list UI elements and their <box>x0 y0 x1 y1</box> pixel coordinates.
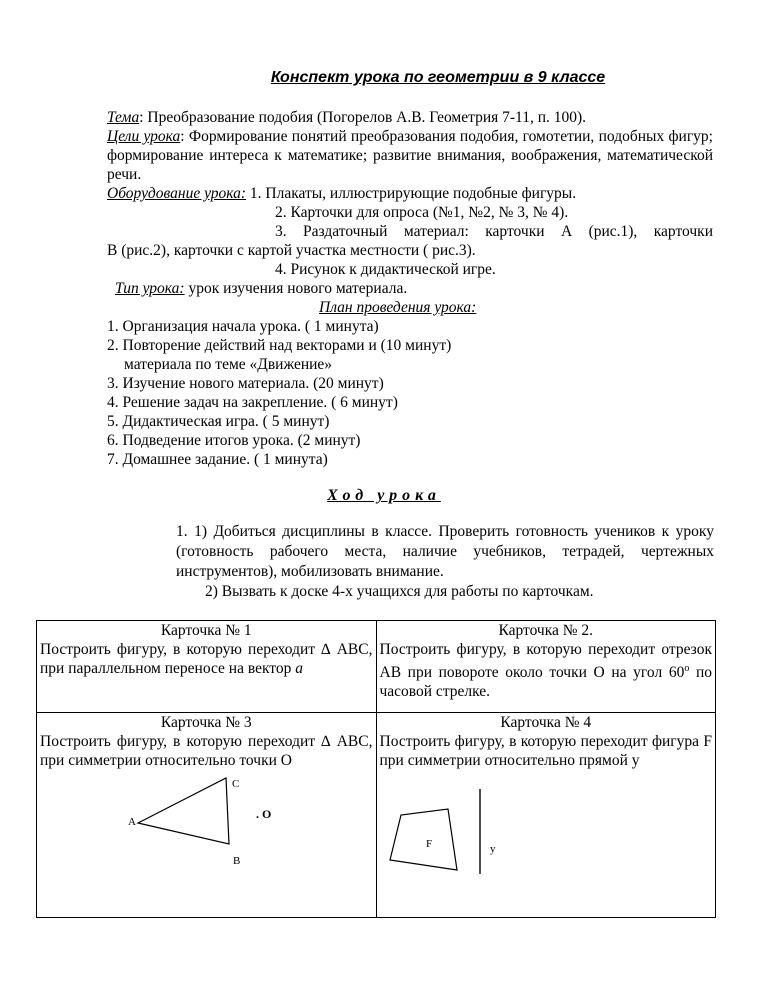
card-2-text <box>380 640 713 701</box>
goals-label: Цели урока <box>107 128 181 145</box>
figure-triangle-abc <box>40 770 370 880</box>
card-2 <box>376 621 716 713</box>
degree-mark: o <box>684 663 690 674</box>
card-3-title: Карточка № 3 <box>160 714 252 731</box>
card-1 <box>37 621 377 713</box>
equipment-item4: 4. Рисунок к дидактической игре. <box>275 261 496 278</box>
goals-paragraph <box>107 127 713 184</box>
plan-item-6: 6. Подведение итогов урока. (2 минут) <box>107 432 361 449</box>
equipment-item1: 1. Плакаты, иллюстрирующие подобные фигуры. <box>246 185 577 202</box>
plan-item-2-cont: материала по теме «Движение» <box>124 356 333 373</box>
equipment-label: Оборудование урока: <box>107 185 247 202</box>
lesson-type-text: урок изучения нового материала. <box>184 280 408 297</box>
lesson-type-line <box>115 279 407 298</box>
label-o: . O <box>256 807 272 821</box>
card-2-body-end: по часовой стрелке. <box>379 664 713 701</box>
equipment-item3b: В (рис.2), карточки с картой участка местности ( рис.3). <box>107 242 476 259</box>
figure-quadrilateral-f <box>380 789 710 899</box>
step-2-line: 2) Вызвать к доске 4-х учащихся для работы по карточкам. <box>205 583 594 600</box>
card-3-text: Построить фигуру, в которую переходит ∆ ABC, при симметрии относительно точки О <box>40 733 373 769</box>
theme-label: Тема <box>107 109 140 126</box>
card-2-title: Карточка № 2. <box>498 622 594 639</box>
goals-text: : Формирование понятий преобразования подобия, гомотетии, подобных фигур; формирование интереса к математике; развитие внимания, воображения, математической речи. <box>107 128 713 183</box>
cards-table <box>36 620 716 918</box>
plan-item-4: 4. Решение задач на закрепление. ( 6 минут) <box>107 394 398 411</box>
lesson-type-label: Тип урока: <box>115 280 185 297</box>
card-4-title: Карточка № 4 <box>500 714 592 731</box>
plan-item-3: 3. Изучение нового материала. (20 минут) <box>107 375 384 392</box>
theme-text: : Преобразование подобия (Погорелов А.В. Геометрия 7-11, п. 100). <box>139 109 587 126</box>
card-4 <box>376 713 716 918</box>
label-f: F <box>425 838 432 850</box>
plan-title: План проведения урока: <box>319 299 477 316</box>
plan-item-7: 7. Домашнее задание. ( 1 минута) <box>107 451 328 468</box>
card-3 <box>37 713 377 918</box>
course-title: Ход урока <box>327 487 441 504</box>
label-c: C <box>232 778 240 790</box>
label-y: y <box>489 843 495 855</box>
equipment-line <box>107 184 576 203</box>
page-title: Конспект урока по геометрии в 9 классе <box>270 69 606 86</box>
equipment-item3a: 3. Раздаточный материал: карточки А (рис.1), карточки <box>275 223 713 240</box>
theme-line <box>107 108 713 127</box>
plan-item-5: 5. Дидактическая игра. ( 5 минут) <box>107 413 330 430</box>
card-1-title: Карточка № 1 <box>160 622 252 639</box>
card-2-body: Построить фигуру, в которую переходит отрезок АВ при повороте около точки О на угол 60 <box>379 641 712 682</box>
card-1-body: Построить фигуру, в которую переходит ∆ ABC, при параллельном переносе на вектор <box>40 641 373 677</box>
quadrilateral-f <box>390 809 457 870</box>
label-a: A <box>128 816 136 828</box>
label-b: B <box>233 855 241 867</box>
plan-item-2: 2. Повторение действий над векторами и (10 минут) <box>107 337 452 354</box>
card-4-text: Построить фигуру, в которую переходит фигура F при симметрии относительно прямой у <box>379 733 712 769</box>
vector-a: a⃗ <box>295 660 316 677</box>
triangle-abc <box>138 778 229 844</box>
plan-item-1: 1. Организация начала урока. ( 1 минута) <box>107 318 379 335</box>
step-1-paragraph: 1. 1) Добиться дисциплины в классе. Проверить готовность учеников к уроку (готовность рабочего места, наличие учебников, тетрадей, чертежных инструментов), мобилизовать внимание. <box>176 523 714 580</box>
card-1-text <box>40 640 373 678</box>
equipment-item2: 2. Карточки для опроса (№1, №2, № 3, № 4). <box>275 204 569 221</box>
